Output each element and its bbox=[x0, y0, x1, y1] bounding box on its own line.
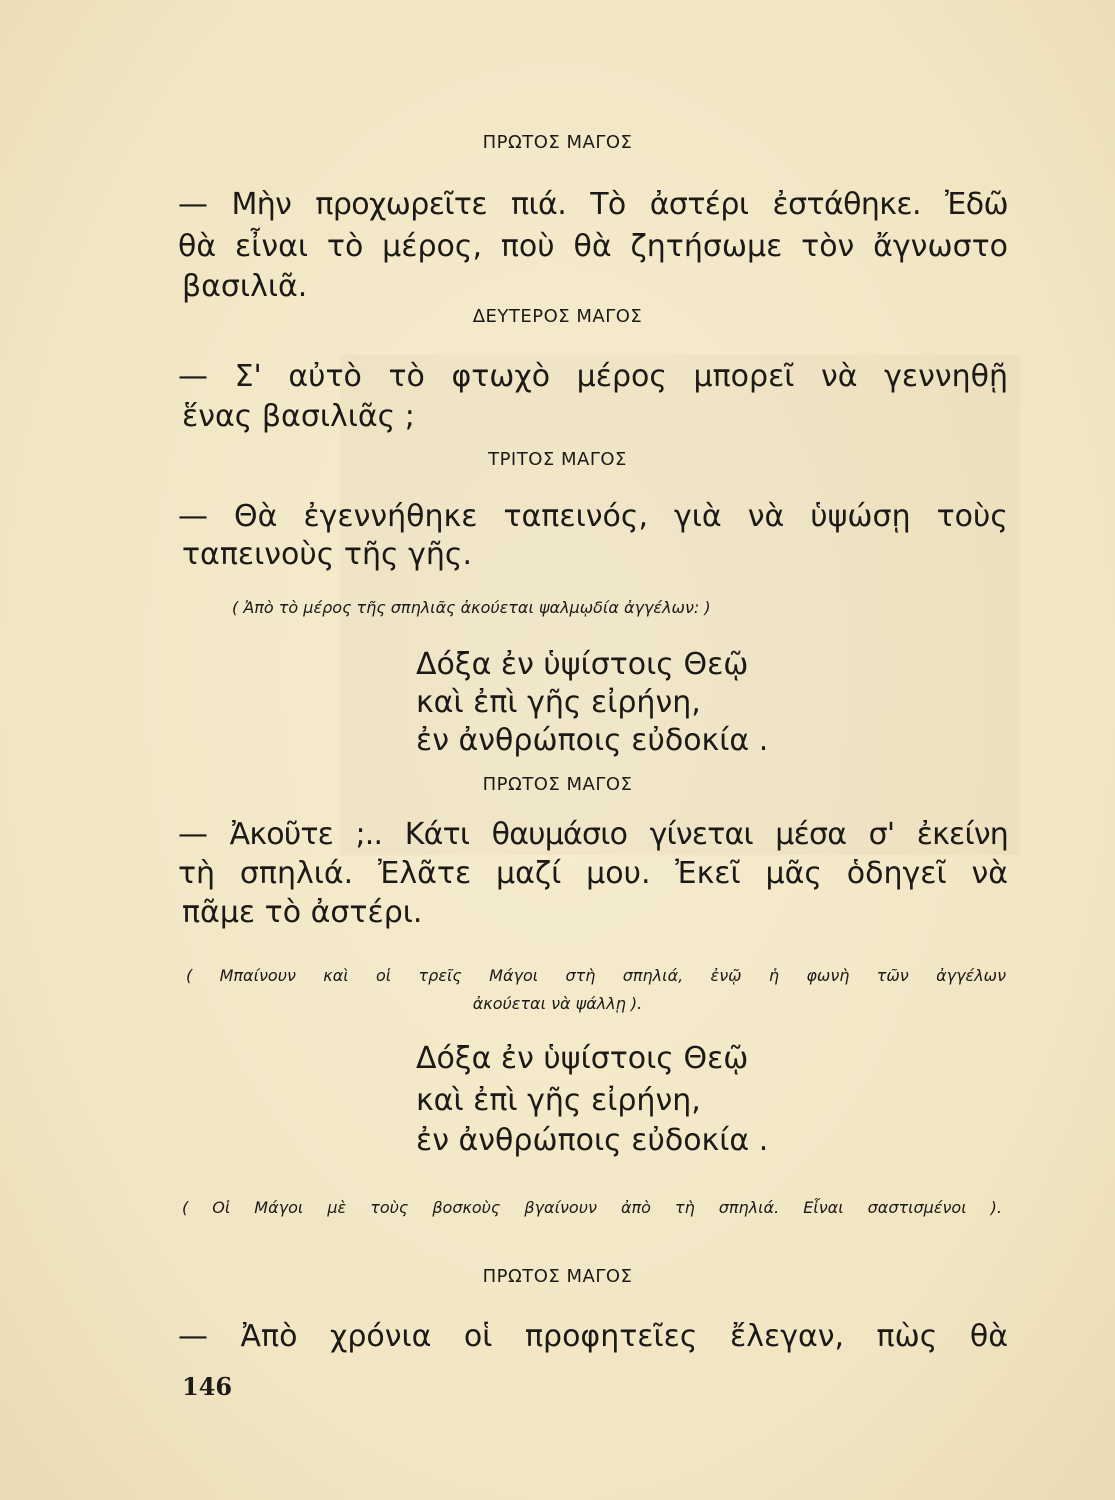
speaker-heading-2: ΔΕΥΤΕΡΟΣ ΜΑΓΟΣ bbox=[472, 306, 643, 327]
speaker-heading-1: ΠΡΩΤΟΣ ΜΑΓΟΣ bbox=[482, 132, 633, 153]
speech-line: — Ἀκοῦτε ;.. Κάτι θαυμάσιο γίνεται μέσα σ' ἐκείνη bbox=[178, 817, 1008, 852]
speech-line: — Μὴν προχωρεῖτε πιά. Τὸ ἀστέρι ἐστάθηκε. Ἐδῶ bbox=[178, 187, 1008, 222]
stage-direction: ( Ἀπὸ τὸ μέρος τῆς σπηλιᾶς ἀκούεται ψαλμῳδία ἀγγέλων: ) bbox=[232, 598, 711, 617]
speech-line: — Ἀπὸ χρόνια οἱ προφητεῖες ἔλεγαν, πὼς θὰ bbox=[178, 1319, 1008, 1354]
speech-line: — Θὰ ἐγεννήθηκε ταπεινός, γιὰ νὰ ὑψώσῃ τοὺς bbox=[178, 499, 1008, 534]
page-number: 146 bbox=[182, 1372, 233, 1401]
speech-line: θὰ εἶναι τὸ μέρος, ποὺ θὰ ζητήσωμε τὸν ἄγνωστο bbox=[178, 229, 1008, 264]
speech-line: βασιλιᾶ. bbox=[182, 269, 308, 304]
speech-line: πᾶμε τὸ ἀστέρι. bbox=[182, 895, 423, 930]
speaker-heading-3: ΤΡΙΤΟΣ ΜΑΓΟΣ bbox=[488, 449, 627, 470]
stage-direction: ( Μπαίνουν καὶ οἱ τρεῖς Μάγοι στὴ σπηλιά, ἐνῷ ἡ φωνὴ τῶν ἀγγέλων bbox=[186, 966, 1006, 985]
hymn-verse-line: καὶ ἐπὶ γῆς εἰρήνη, bbox=[416, 685, 701, 720]
hymn-verse-line: Δόξα ἐν ὑψίστοις Θεῷ bbox=[416, 647, 749, 682]
speech-line: ἕνας βασιλιᾶς ; bbox=[182, 399, 415, 434]
hymn-verse-line: ἐν ἀνθρώποις εὐδοκία . bbox=[416, 723, 769, 758]
speech-line: τὴ σπηλιά. Ἐλᾶτε μαζί μου. Ἐκεῖ μᾶς ὁδηγεῖ νὰ bbox=[178, 856, 1008, 891]
hymn-verse-line: καὶ ἐπὶ γῆς εἰρήνη, bbox=[416, 1083, 701, 1118]
hymn-verse-line: Δόξα ἐν ὑψίστοις Θεῷ bbox=[416, 1041, 749, 1076]
speech-line: ταπεινοὺς τῆς γῆς. bbox=[182, 537, 473, 572]
stage-direction: ( Οἱ Μάγοι μὲ τοὺς βοσκοὺς βγαίνουν ἀπὸ τὴ σπηλιά. Εἶναι σαστισμένοι ). bbox=[182, 1198, 1002, 1217]
stage-direction: ἀκούεται νὰ ψάλλῃ ). bbox=[472, 994, 643, 1013]
hymn-verse-line: ἐν ἀνθρώποις εὐδοκία . bbox=[416, 1123, 769, 1158]
speaker-heading-4: ΠΡΩΤΟΣ ΜΑΓΟΣ bbox=[482, 774, 633, 795]
speech-line: — Σ' αὐτὸ τὸ φτωχὸ μέρος μπορεῖ νὰ γεννηθῇ bbox=[178, 359, 1008, 394]
speaker-heading-5: ΠΡΩΤΟΣ ΜΑΓΟΣ bbox=[482, 1266, 633, 1287]
